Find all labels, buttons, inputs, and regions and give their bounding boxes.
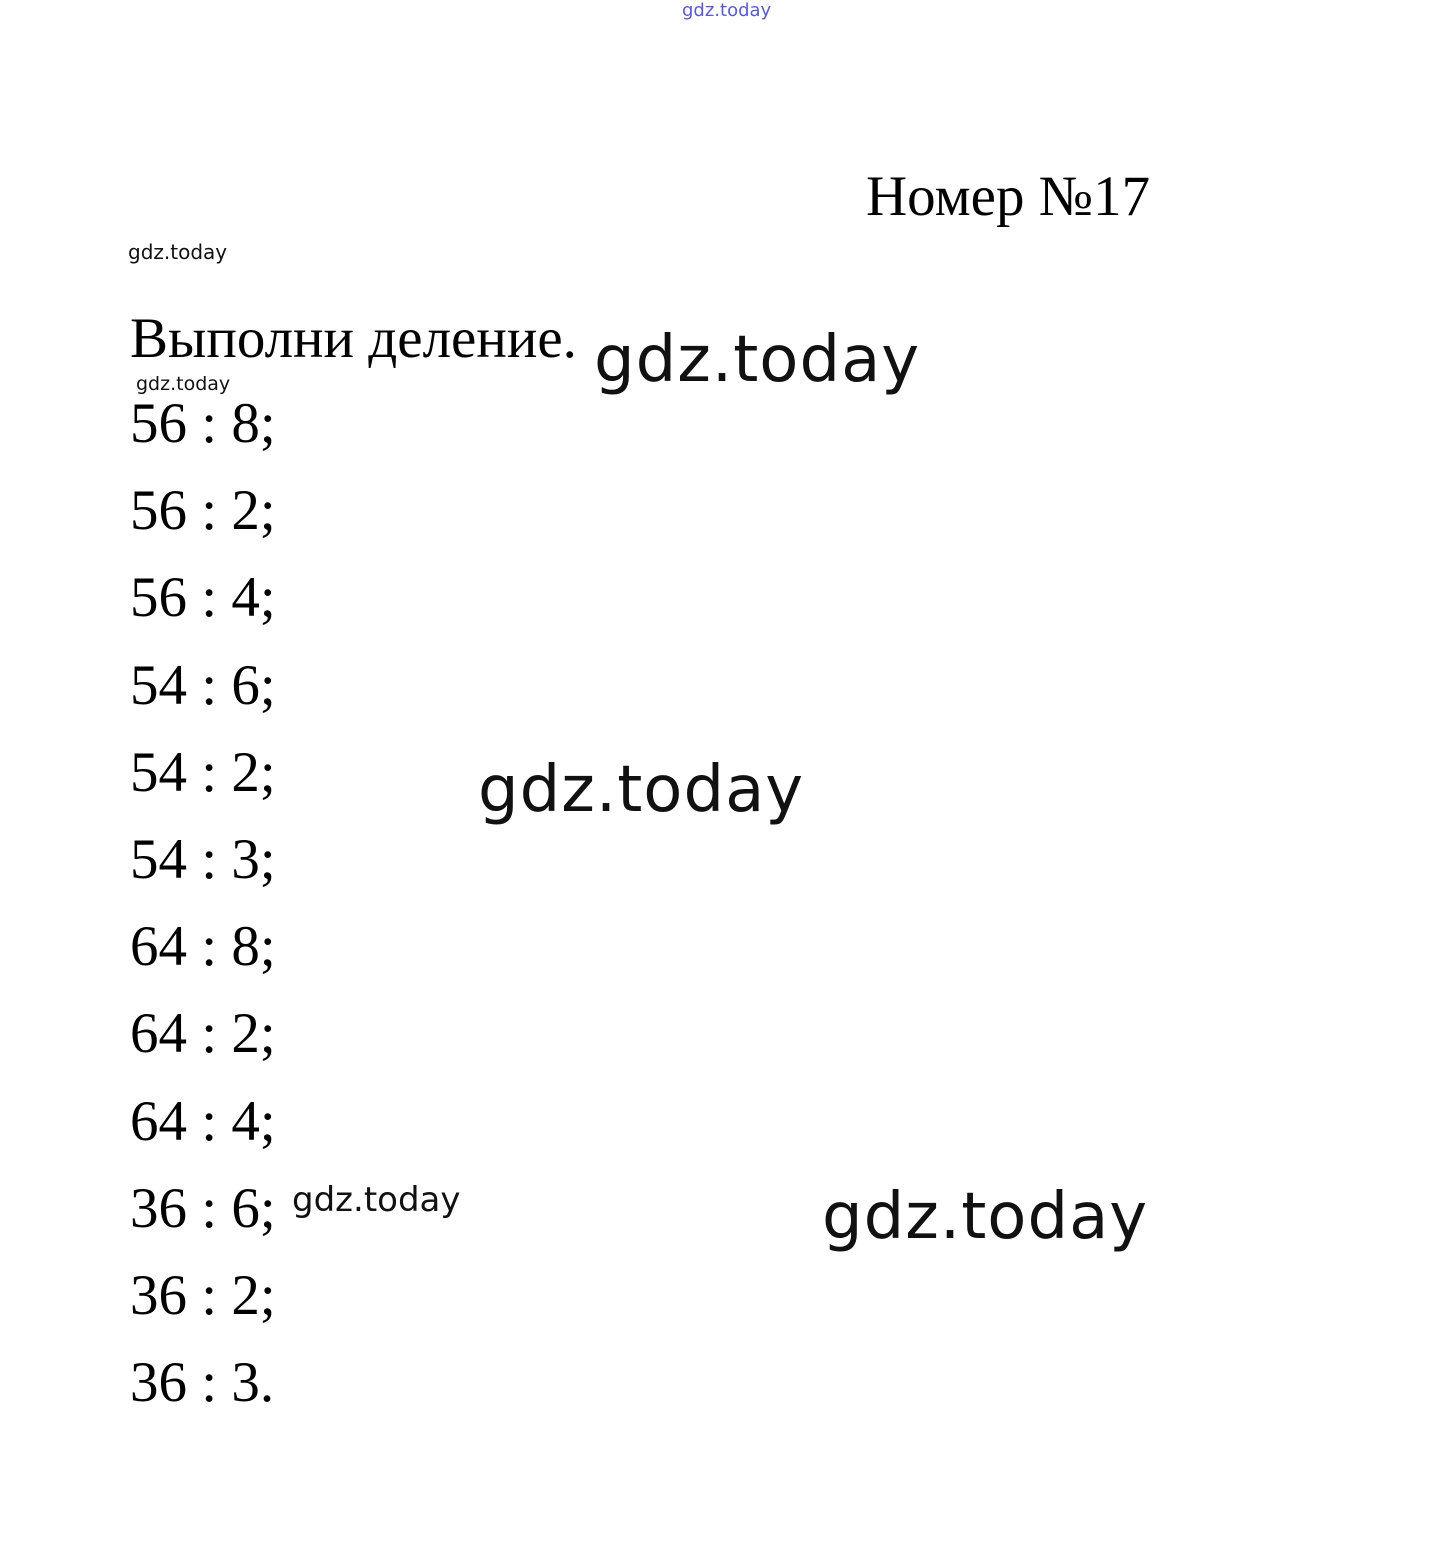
expression-list	[130, 392, 276, 1441]
watermark-large: gdz.today	[822, 1180, 1149, 1254]
watermark-top: gdz.today	[682, 0, 772, 21]
watermark-small: gdz.today	[136, 373, 231, 395]
expression-item: 54 : 3;	[130, 827, 276, 891]
expression-item: 64 : 2;	[130, 1002, 276, 1066]
expression-item: 36 : 6;	[130, 1176, 276, 1240]
task-instruction: Выполни деление.	[130, 307, 577, 370]
expression-item: 54 : 6;	[130, 653, 276, 717]
expression-item: 56 : 2;	[130, 479, 276, 543]
expression-item: 64 : 8;	[130, 915, 276, 979]
expression-item: 36 : 2;	[130, 1263, 276, 1327]
watermark-large: gdz.today	[594, 323, 921, 397]
page-title: Номер №17	[866, 165, 1151, 228]
expression-item: 54 : 2;	[130, 740, 276, 804]
expression-item: 64 : 4;	[130, 1089, 276, 1153]
watermark-small: gdz.today	[128, 240, 228, 264]
expression-item: 36 : 3.	[130, 1351, 275, 1415]
watermark-medium: gdz.today	[292, 1180, 461, 1220]
watermark-large: gdz.today	[478, 753, 805, 827]
expression-item: 56 : 4;	[130, 566, 276, 630]
expression-item: 56 : 8;	[130, 392, 276, 455]
